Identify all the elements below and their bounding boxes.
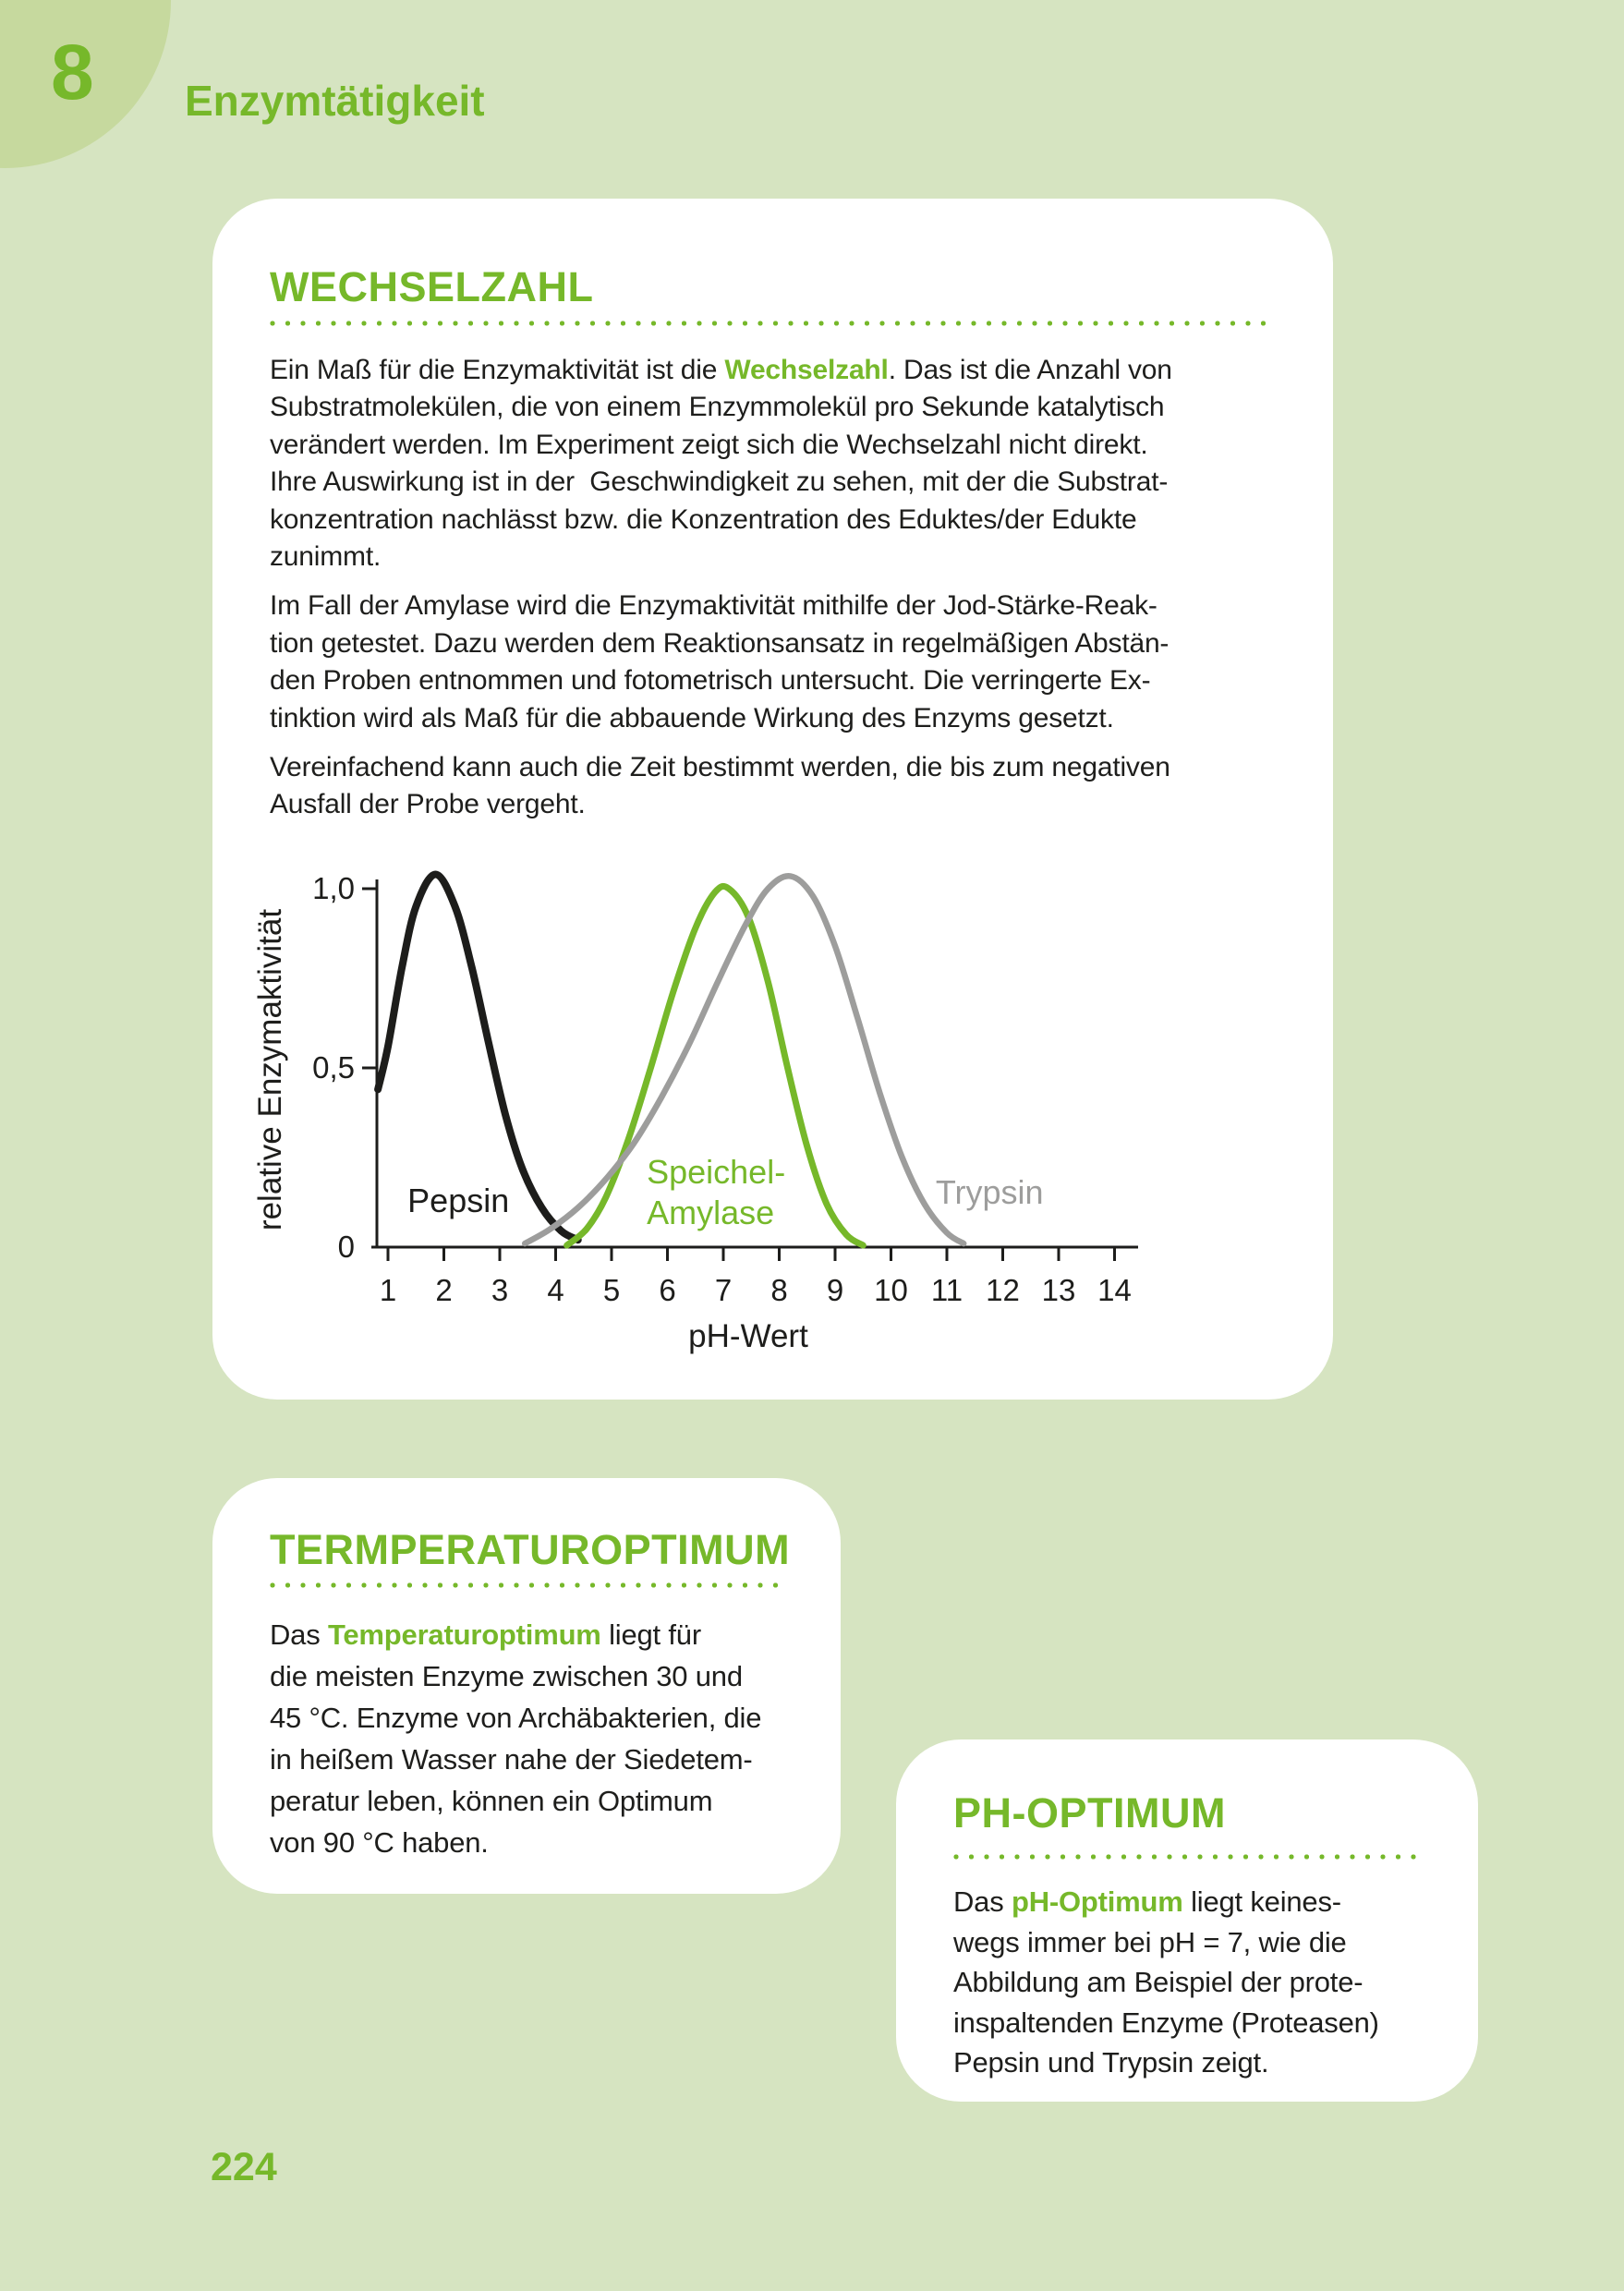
curve-label: Amylase: [647, 1193, 775, 1231]
ph-activity-chart: [231, 864, 1164, 1372]
y-axis-title: relative Enzymaktivität: [252, 908, 288, 1231]
card-ph-optimum-text: [953, 1882, 1379, 2083]
curve-label: Pepsin: [407, 1181, 510, 1219]
y-tick-label: 0,5: [312, 1050, 355, 1085]
card-temperaturoptimum: [212, 1478, 841, 1894]
card-wechselzahl-title: WECHSELZAHL: [270, 263, 594, 310]
y-tick-label: 0: [337, 1230, 355, 1264]
x-axis-title: pH-Wert: [688, 1318, 808, 1354]
paragraph: Im Fall der Amylase wird die Enzymaktivität mithilfe der Jod-Stärke-Reak- tion getestet. Dazu werden dem Reaktionsansatz in regelmäßigen Abstän- den Proben entnommen und fotometrisch untersucht. Die verringerte Ex- tinktion wird als Maß für die abbauende Wirkung des Enzyms gesetzt.: [270, 590, 1170, 733]
dotted-divider: [953, 1854, 1421, 1860]
page-number: 224: [211, 2145, 277, 2189]
card-ph-optimum: [896, 1739, 1478, 2102]
card-wechselzahl: [212, 199, 1333, 1400]
x-tick-label: 4: [547, 1273, 564, 1307]
dotted-divider: [270, 321, 1276, 326]
curve-label: Speichel-: [647, 1152, 786, 1191]
dotted-divider: [270, 1582, 783, 1588]
card-temperaturoptimum-title: TERMPERATUROPTIMUM: [270, 1526, 791, 1573]
card-wechselzahl-text: [270, 352, 1172, 836]
x-tick-label: 5: [602, 1273, 621, 1307]
paragraph: Vereinfachend kann auch die Zeit bestimmt werden, die bis zum negativen Ausfall der Probe vergeht.: [270, 752, 1170, 820]
paragraph: Ein Maß für die Enzymaktivität ist die Wechselzahl. Das ist die Anzahl von Substratmolekülen, die von einem Enzymmolekül pro Sekunde katalytisch verändert werden. Im Experiment zeigt sich die Wechselzahl nicht direkt. Ihre Auswirkung ist in der Geschwindigkeit zu sehen, mit der die Substrat- konzentration nachlässt bzw. die Konzentration des Eduktes/der Edukte zunimmt.: [270, 355, 1172, 573]
paragraph: Das Temperaturoptimum liegt für die meisten Enzyme zwischen 30 und 45 °C. Enzyme von Archäbakterien, die in heißem Wasser nahe der Siedetem- peratur leben, können ein Optimum von 90 °C haben.: [270, 1618, 762, 1859]
x-tick-label: 7: [714, 1273, 733, 1307]
y-tick-label: 1,0: [312, 871, 355, 905]
x-tick-label: 2: [435, 1273, 453, 1307]
chapter-title: Enzymtätigkeit: [185, 77, 485, 125]
paragraph: Das pH-Optimum liegt keines- wegs immer bei pH = 7, wie die Abbildung am Beispiel der prote- inspaltenden Enzyme (Proteasen) Pepsin und Trypsin zeigt.: [953, 1885, 1379, 2079]
x-tick-label: 9: [826, 1273, 844, 1307]
x-tick-label: 6: [659, 1273, 676, 1307]
x-tick-label: 13: [1041, 1273, 1076, 1307]
ph-activity-chart-wrap: [231, 864, 1164, 1372]
curve-Speichel-Amylase: [567, 886, 864, 1245]
x-tick-label: 12: [986, 1273, 1020, 1307]
x-tick-label: 14: [1097, 1273, 1132, 1307]
x-tick-label: 1: [379, 1273, 397, 1307]
card-ph-optimum-title: PH-OPTIMUM: [953, 1789, 1226, 1836]
card-temperaturoptimum-text: [270, 1614, 761, 1863]
x-tick-label: 10: [874, 1273, 908, 1307]
curve-label: Trypsin: [935, 1173, 1044, 1212]
x-tick-label: 3: [491, 1273, 509, 1307]
chapter-number: 8: [51, 29, 94, 115]
x-tick-label: 8: [770, 1273, 788, 1307]
x-tick-label: 11: [930, 1273, 963, 1307]
